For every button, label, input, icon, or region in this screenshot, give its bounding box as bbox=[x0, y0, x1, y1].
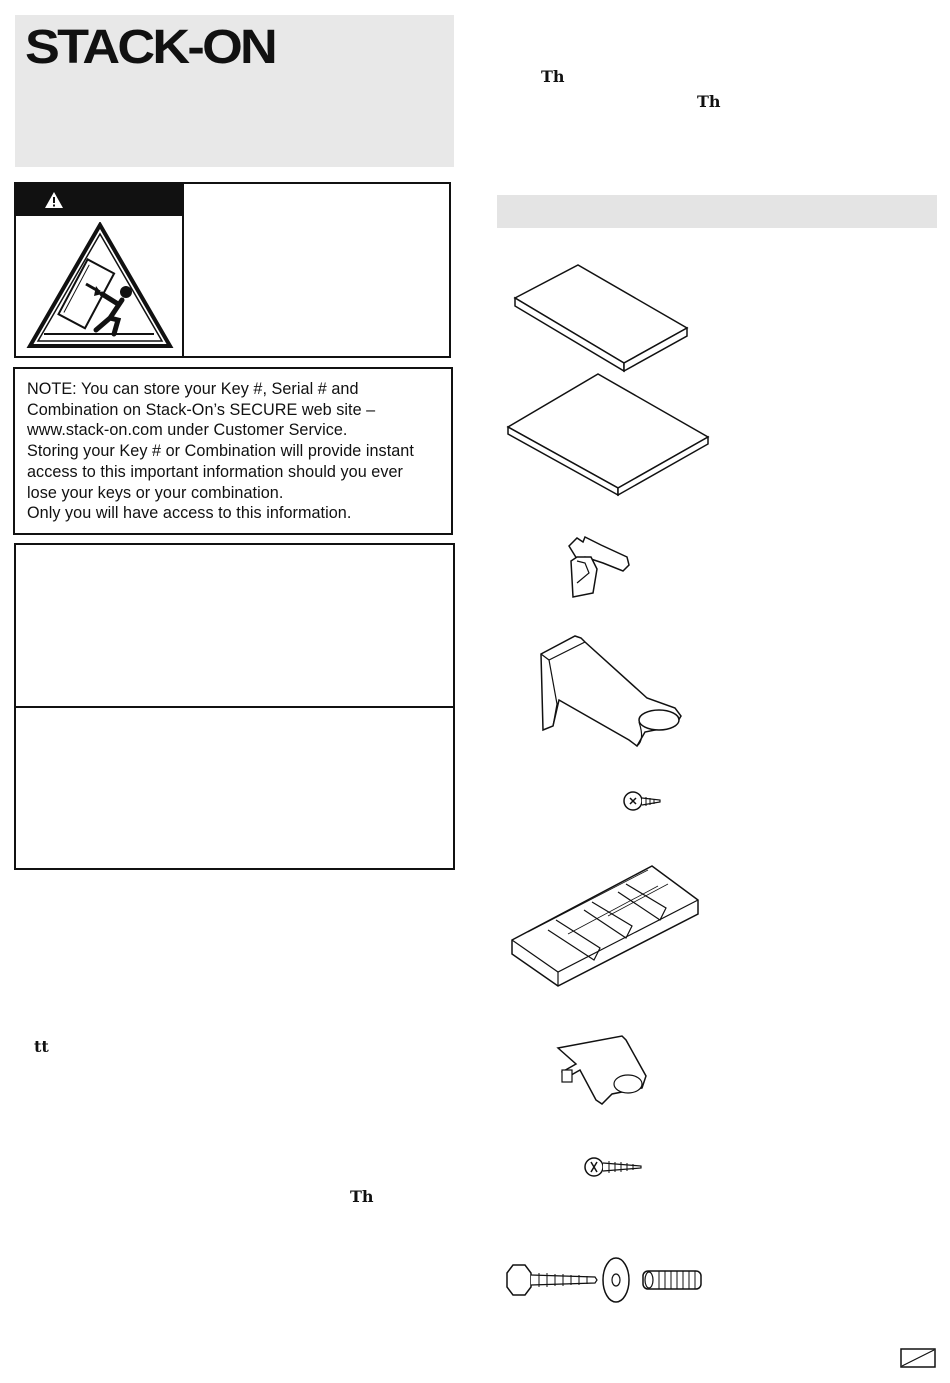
note-line: NOTE: You can store your Key #, Serial # and bbox=[27, 380, 359, 398]
shelf-clip-icon bbox=[563, 533, 633, 601]
text-fragment: Th bbox=[697, 92, 721, 111]
note-line: access to this important information should you ever bbox=[27, 462, 403, 481]
empty-info-box-lower bbox=[14, 706, 455, 870]
stack-on-logo bbox=[23, 20, 278, 70]
lag-bolt-washer-anchor-icon bbox=[503, 1255, 708, 1307]
note-box bbox=[13, 367, 453, 535]
warning-triangle-icon bbox=[44, 191, 64, 209]
bottom-shelf-panel-icon bbox=[503, 370, 713, 500]
warning-divider bbox=[182, 184, 184, 356]
barrel-support-bracket-icon bbox=[535, 630, 685, 750]
barrel-holder-clip-icon bbox=[552, 1030, 652, 1108]
note-line: lose your keys or your combination. bbox=[27, 483, 284, 502]
text-fragment: Th bbox=[350, 1187, 374, 1206]
warning-header-bar bbox=[16, 184, 184, 216]
svg-text:STACK-ON: STACK-ON bbox=[25, 21, 275, 70]
text-fragment: tt bbox=[34, 1037, 49, 1056]
top-shelf-panel-icon bbox=[510, 260, 695, 375]
parts-heading-bar bbox=[497, 195, 937, 228]
note-line: www.stack-on.com under Customer Service. bbox=[27, 421, 348, 440]
note-line: Only you will have access to this information. bbox=[27, 504, 352, 523]
wood-screw-icon bbox=[583, 1152, 645, 1182]
warning-box bbox=[14, 182, 451, 358]
note-line: Storing your Key # or Combination will provide instant bbox=[27, 442, 414, 461]
note-line: Combination on Stack-On’s SECURE web site – bbox=[27, 400, 376, 419]
tip-over-hazard-icon bbox=[26, 222, 174, 352]
small-screw-icon bbox=[622, 788, 664, 816]
text-fragment: Th bbox=[541, 67, 565, 86]
barrel-rest-rack-icon bbox=[508, 862, 703, 990]
page-number-box-icon bbox=[900, 1348, 936, 1368]
empty-info-box-upper bbox=[14, 543, 455, 708]
